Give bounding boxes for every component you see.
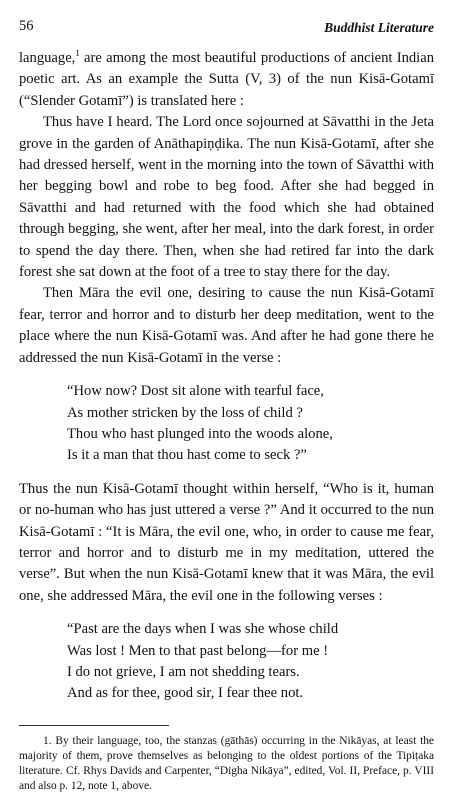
footnote: 1. By their language, too, the stanzas (gāthās) occurring in the Nikāyas, at least the majority of them, prove themselves as belonging to the oldest portions of the Tipiṭaka literature. Cf. Rhys Davids and Carpenter, “Digha Nikāya”, edited, Vol. II, Preface, p. VIII and also p. 12, note 1, above.	[19, 734, 434, 793]
verse-line: And as for thee, good sir, I fear thee not.	[67, 685, 304, 702]
paragraph-mara-approaches: Then Māra the evil one, desiring to cause the nun Kisā-Gotamī fear, terror and horror and to disturb her deep meditation, went to the place where the nun Kisā-Gotamī was. And after he had gone there he addressed the nun Kisā-Gotamī in the verse :	[19, 285, 434, 366]
verse-line: I do not grieve, I am not shedding tears.	[67, 663, 300, 680]
paragraph-intro	[19, 48, 434, 112]
intro-rest: are among the most beautiful productions of ancient Indian poetic art. As an example the Sutta (V, 3) of the nun Kisā-Gotamī (“Slender Gotamī”) is translated here :	[19, 50, 434, 109]
footnote-divider	[19, 725, 169, 726]
verse-mara	[67, 381, 434, 467]
running-head: Buddhist Literature	[324, 20, 434, 35]
paragraph-gotami-reflects: Thus the nun Kisā-Gotamī thought within herself, “Who is it, human or no-human who has just uttered a verse ?” And it occurred to the nun Kisā-Gotamī : “It is Māra, the evil one, who, in order to cause me fear, terror and horror and to disturb me in my meditation, uttered the verse”. But when the nun Kisā-Gotamī knew that it was Māra, the evil one, she addressed Māra, the evil one in the following verses :	[19, 480, 434, 604]
verse-line: “How now? Dost sit alone with tearful face,	[67, 383, 324, 400]
footnote-marker: 1	[75, 48, 80, 59]
verse-line: Thou who hast plunged into the woods alone,	[67, 425, 333, 442]
paragraph-thus-have-i-heard: Thus have I heard. The Lord once sojourned at Sāvatthi in the Jeta grove in the garden of Anāthapiṇḍika. The nun Kisā-Gotamī, after she had dressed herself, went in the morning into the town of Sāvatthi with her begging bowl and robe to beg food. After she had begged in Sāvatthi and had returned with the food which she had obtained through begging, she went, after her meal, into the dark forest, in order to spend the day there. Then, when she had retired far into the dark forest she sat down at the foot of a tree to stay there for the day.	[19, 114, 434, 281]
verse-line: As mother stricken by the loss of child ?	[67, 404, 303, 421]
verse-line: Is it a man that thou hast come to seck ?”	[67, 447, 307, 464]
verse-line: Was lost ! Men to that past belong—for me !	[67, 642, 329, 659]
page-number: 56	[19, 18, 34, 34]
intro-start: language,	[19, 50, 76, 66]
page-header	[19, 14, 434, 40]
verse-line: “Past are the days when I was she whose child	[67, 621, 339, 638]
verse-gotami	[67, 619, 434, 705]
